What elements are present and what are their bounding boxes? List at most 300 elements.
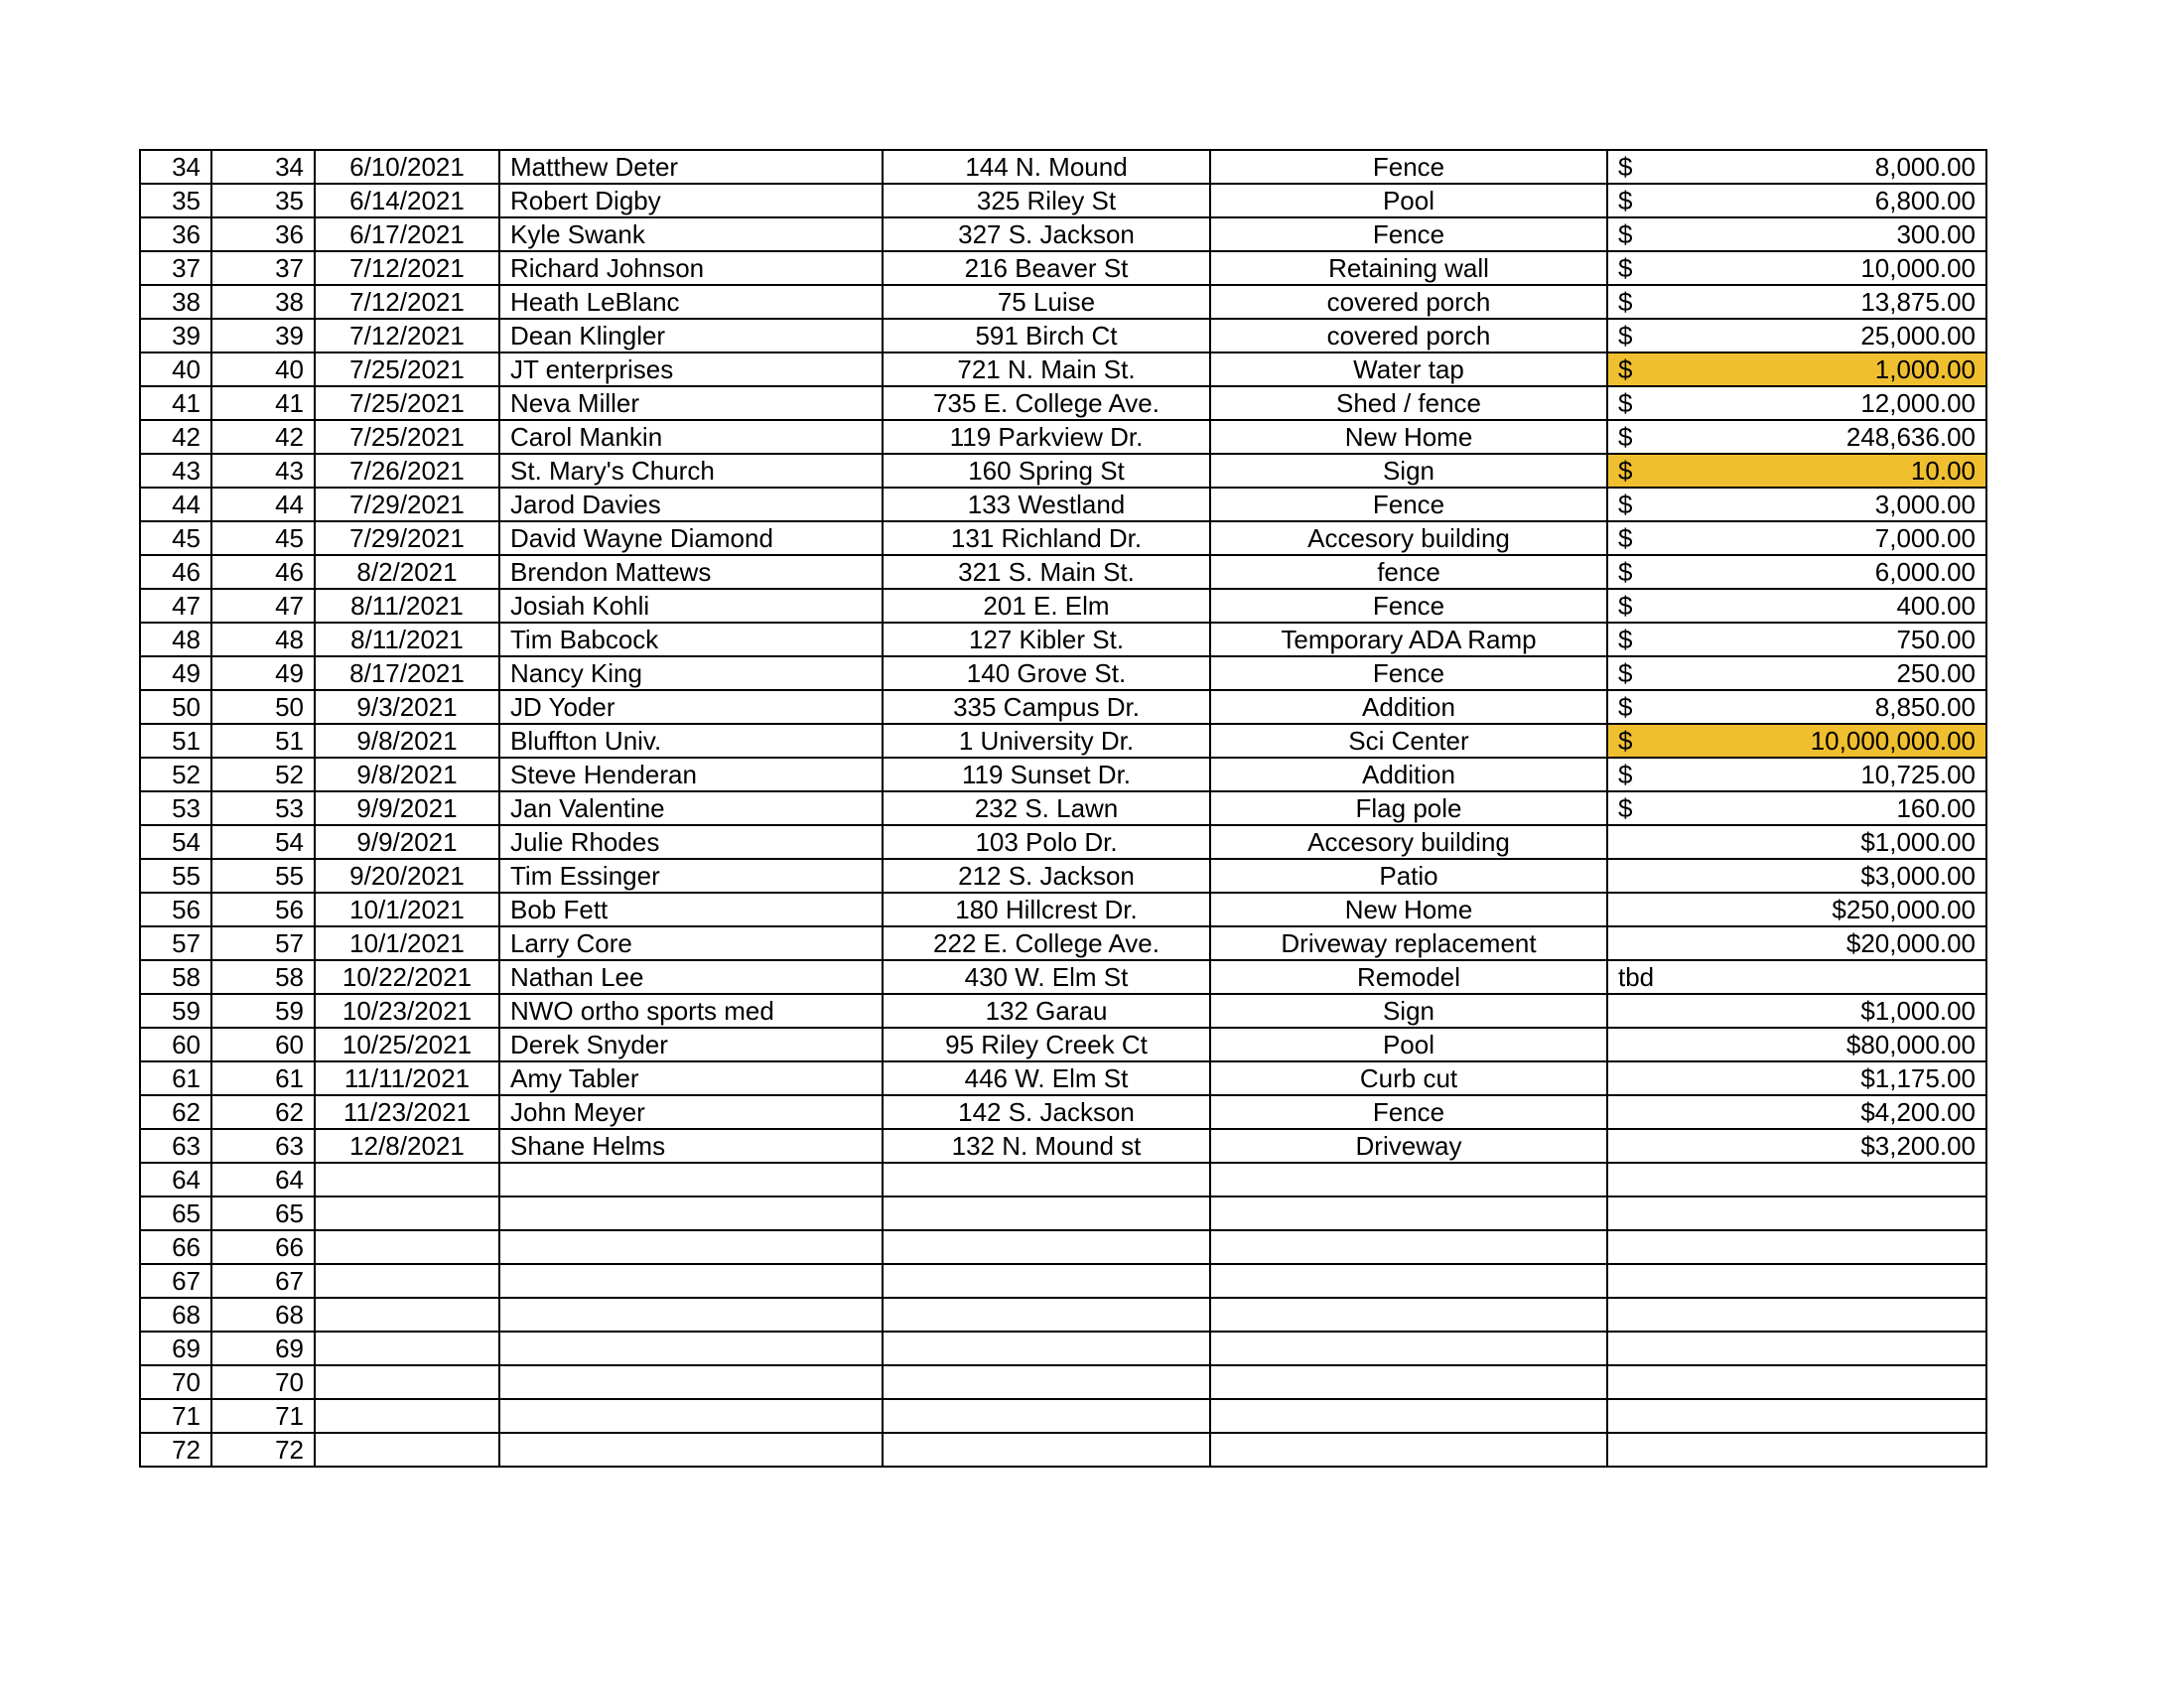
permit-number-cell[interactable]: 54 xyxy=(211,825,315,859)
applicant-name-cell[interactable]: Heath LeBlanc xyxy=(499,285,883,319)
amount-cell[interactable] xyxy=(1607,285,1986,319)
project-type-cell[interactable]: Accesory building xyxy=(1210,825,1607,859)
permit-number-cell[interactable]: 68 xyxy=(211,1298,315,1332)
row-number-cell[interactable]: 62 xyxy=(140,1095,211,1129)
row-number-cell[interactable]: 72 xyxy=(140,1433,211,1467)
applicant-name-cell[interactable]: Dean Klingler xyxy=(499,319,883,352)
row-number-cell[interactable]: 35 xyxy=(140,184,211,217)
address-cell[interactable] xyxy=(883,1433,1210,1467)
amount-cell[interactable] xyxy=(1607,1332,1986,1365)
row-number-cell[interactable]: 71 xyxy=(140,1399,211,1433)
date-cell[interactable]: 8/11/2021 xyxy=(315,623,499,656)
row-number-cell[interactable]: 56 xyxy=(140,893,211,926)
permit-number-cell[interactable]: 36 xyxy=(211,217,315,251)
date-cell[interactable]: 8/17/2021 xyxy=(315,656,499,690)
amount-cell[interactable] xyxy=(1607,656,1986,690)
address-cell[interactable]: 131 Richland Dr. xyxy=(883,521,1210,555)
permit-number-cell[interactable]: 69 xyxy=(211,1332,315,1365)
amount-cell[interactable] xyxy=(1607,825,1986,859)
amount-wrapper xyxy=(1618,421,1976,453)
project-type-cell[interactable] xyxy=(1210,1264,1607,1298)
row-number-cell[interactable]: 47 xyxy=(140,589,211,623)
row-number-cell[interactable]: 39 xyxy=(140,319,211,352)
project-type-cell[interactable]: Sign xyxy=(1210,994,1607,1028)
row-number-cell[interactable]: 40 xyxy=(140,352,211,386)
address-cell[interactable]: 95 Riley Creek Ct xyxy=(883,1028,1210,1061)
address-cell[interactable] xyxy=(883,1163,1210,1196)
date-cell[interactable]: 9/8/2021 xyxy=(315,724,499,758)
row-number-cell[interactable]: 61 xyxy=(140,1061,211,1095)
date-cell[interactable]: 9/9/2021 xyxy=(315,791,499,825)
date-cell[interactable]: 7/26/2021 xyxy=(315,454,499,488)
table-row xyxy=(140,352,1986,386)
currency-symbol: $ xyxy=(1618,760,1633,789)
address-cell[interactable]: 721 N. Main St. xyxy=(883,352,1210,386)
amount-cell[interactable] xyxy=(1607,555,1986,589)
amount-cell[interactable] xyxy=(1607,251,1986,285)
amount-cell[interactable] xyxy=(1607,926,1986,960)
project-type-cell[interactable]: Sci Center xyxy=(1210,724,1607,758)
date-cell[interactable]: 6/17/2021 xyxy=(315,217,499,251)
address-cell[interactable]: 232 S. Lawn xyxy=(883,791,1210,825)
date-cell[interactable]: 7/12/2021 xyxy=(315,285,499,319)
permit-number-cell[interactable]: 59 xyxy=(211,994,315,1028)
permit-number-cell[interactable]: 39 xyxy=(211,319,315,352)
project-type-cell[interactable]: Fence xyxy=(1210,589,1607,623)
permit-number-cell[interactable]: 62 xyxy=(211,1095,315,1129)
project-type-cell[interactable] xyxy=(1210,1332,1607,1365)
project-type-cell[interactable]: Curb cut xyxy=(1210,1061,1607,1095)
amount-cell[interactable] xyxy=(1607,319,1986,352)
applicant-name-cell[interactable] xyxy=(499,1230,883,1264)
project-type-cell[interactable]: Pool xyxy=(1210,1028,1607,1061)
project-type-cell[interactable] xyxy=(1210,1399,1607,1433)
row-number-cell[interactable]: 36 xyxy=(140,217,211,251)
applicant-name-cell[interactable]: Jan Valentine xyxy=(499,791,883,825)
row-number-cell[interactable]: 48 xyxy=(140,623,211,656)
project-type-cell[interactable]: Fence xyxy=(1210,1095,1607,1129)
date-cell[interactable]: 7/29/2021 xyxy=(315,488,499,521)
address-cell[interactable]: 119 Parkview Dr. xyxy=(883,420,1210,454)
applicant-name-cell[interactable]: Josiah Kohli xyxy=(499,589,883,623)
project-type-cell[interactable]: Temporary ADA Ramp xyxy=(1210,623,1607,656)
row-number-cell[interactable]: 53 xyxy=(140,791,211,825)
address-cell[interactable]: 140 Grove St. xyxy=(883,656,1210,690)
date-cell[interactable]: 7/25/2021 xyxy=(315,420,499,454)
table-row xyxy=(140,1129,1986,1163)
applicant-name-cell[interactable]: Tim Essinger xyxy=(499,859,883,893)
row-number-cell[interactable]: 45 xyxy=(140,521,211,555)
applicant-name-cell[interactable] xyxy=(499,1264,883,1298)
address-cell[interactable]: 335 Campus Dr. xyxy=(883,690,1210,724)
amount-cell[interactable] xyxy=(1607,724,1986,758)
currency-symbol: $ xyxy=(1618,490,1633,519)
amount-cell[interactable] xyxy=(1607,1196,1986,1230)
table-row xyxy=(140,1433,1986,1467)
applicant-name-cell[interactable]: Shane Helms xyxy=(499,1129,883,1163)
project-type-cell[interactable]: covered porch xyxy=(1210,285,1607,319)
applicant-name-cell[interactable]: St. Mary's Church xyxy=(499,454,883,488)
address-cell[interactable]: 180 Hillcrest Dr. xyxy=(883,893,1210,926)
date-cell[interactable]: 7/25/2021 xyxy=(315,352,499,386)
permit-number-cell[interactable]: 50 xyxy=(211,690,315,724)
amount-value: 10.00 xyxy=(1910,456,1976,486)
project-type-cell[interactable]: Addition xyxy=(1210,690,1607,724)
address-cell[interactable] xyxy=(883,1264,1210,1298)
row-number-cell[interactable]: 37 xyxy=(140,251,211,285)
date-cell[interactable]: 6/10/2021 xyxy=(315,150,499,184)
address-cell[interactable]: 446 W. Elm St xyxy=(883,1061,1210,1095)
project-type-cell[interactable]: Fence xyxy=(1210,217,1607,251)
permit-number-cell[interactable]: 63 xyxy=(211,1129,315,1163)
table-row xyxy=(140,251,1986,285)
amount-cell[interactable] xyxy=(1607,859,1986,893)
date-cell[interactable]: 7/25/2021 xyxy=(315,386,499,420)
date-cell[interactable]: 9/8/2021 xyxy=(315,758,499,791)
project-type-cell[interactable]: Fence xyxy=(1210,488,1607,521)
table-row xyxy=(140,1365,1986,1399)
table-row xyxy=(140,791,1986,825)
applicant-name-cell[interactable]: Larry Core xyxy=(499,926,883,960)
project-type-cell[interactable]: Addition xyxy=(1210,758,1607,791)
address-cell[interactable]: 75 Luise xyxy=(883,285,1210,319)
row-number-cell[interactable]: 44 xyxy=(140,488,211,521)
address-cell[interactable]: 327 S. Jackson xyxy=(883,217,1210,251)
row-number-cell[interactable]: 34 xyxy=(140,150,211,184)
permit-number-cell[interactable]: 34 xyxy=(211,150,315,184)
date-cell[interactable]: 11/23/2021 xyxy=(315,1095,499,1129)
amount-cell[interactable] xyxy=(1607,184,1986,217)
permit-number-cell[interactable]: 66 xyxy=(211,1230,315,1264)
permit-number-cell[interactable]: 65 xyxy=(211,1196,315,1230)
address-cell[interactable]: 132 Garau xyxy=(883,994,1210,1028)
project-type-cell[interactable]: Pool xyxy=(1210,184,1607,217)
address-cell[interactable]: 160 Spring St xyxy=(883,454,1210,488)
project-type-cell[interactable]: Patio xyxy=(1210,859,1607,893)
applicant-name-cell[interactable] xyxy=(499,1163,883,1196)
project-type-cell[interactable]: New Home xyxy=(1210,420,1607,454)
amount-cell[interactable] xyxy=(1607,1028,1986,1061)
amount-cell[interactable] xyxy=(1607,420,1986,454)
address-cell[interactable]: 144 N. Mound xyxy=(883,150,1210,184)
amount-cell[interactable] xyxy=(1607,454,1986,488)
row-number-cell[interactable]: 54 xyxy=(140,825,211,859)
applicant-name-cell[interactable] xyxy=(499,1196,883,1230)
table-row xyxy=(140,319,1986,352)
row-number-cell[interactable]: 57 xyxy=(140,926,211,960)
address-cell[interactable]: 216 Beaver St xyxy=(883,251,1210,285)
permit-number-cell[interactable]: 67 xyxy=(211,1264,315,1298)
row-number-cell[interactable]: 55 xyxy=(140,859,211,893)
date-cell[interactable]: 10/1/2021 xyxy=(315,926,499,960)
permit-number-cell[interactable]: 64 xyxy=(211,1163,315,1196)
date-cell[interactable] xyxy=(315,1196,499,1230)
permit-number-cell[interactable]: 57 xyxy=(211,926,315,960)
project-type-cell[interactable] xyxy=(1210,1433,1607,1467)
date-cell[interactable]: 8/11/2021 xyxy=(315,589,499,623)
row-number-cell[interactable]: 70 xyxy=(140,1365,211,1399)
amount-cell[interactable] xyxy=(1607,1365,1986,1399)
applicant-name-cell[interactable]: David Wayne Diamond xyxy=(499,521,883,555)
amount-cell[interactable] xyxy=(1607,1129,1986,1163)
row-number-cell[interactable]: 69 xyxy=(140,1332,211,1365)
address-cell[interactable]: 119 Sunset Dr. xyxy=(883,758,1210,791)
address-cell[interactable]: 430 W. Elm St xyxy=(883,960,1210,994)
permit-number-cell[interactable]: 47 xyxy=(211,589,315,623)
date-cell[interactable]: 9/20/2021 xyxy=(315,859,499,893)
date-cell[interactable]: 10/25/2021 xyxy=(315,1028,499,1061)
amount-cell[interactable] xyxy=(1607,352,1986,386)
address-cell[interactable] xyxy=(883,1230,1210,1264)
applicant-name-cell[interactable]: Bob Fett xyxy=(499,893,883,926)
applicant-name-cell[interactable]: Robert Digby xyxy=(499,184,883,217)
applicant-name-cell[interactable]: Matthew Deter xyxy=(499,150,883,184)
row-number-cell[interactable]: 46 xyxy=(140,555,211,589)
amount-cell[interactable] xyxy=(1607,488,1986,521)
project-type-cell[interactable] xyxy=(1210,1163,1607,1196)
amount-cell[interactable] xyxy=(1607,960,1986,994)
amount-cell[interactable] xyxy=(1607,1230,1986,1264)
amount-cell[interactable] xyxy=(1607,791,1986,825)
date-cell[interactable]: 10/22/2021 xyxy=(315,960,499,994)
permit-number-cell[interactable]: 41 xyxy=(211,386,315,420)
applicant-name-cell[interactable]: Kyle Swank xyxy=(499,217,883,251)
permit-number-cell[interactable]: 56 xyxy=(211,893,315,926)
permit-number-cell[interactable]: 55 xyxy=(211,859,315,893)
applicant-name-cell[interactable]: Nancy King xyxy=(499,656,883,690)
date-cell[interactable] xyxy=(315,1163,499,1196)
project-type-cell[interactable]: Flag pole xyxy=(1210,791,1607,825)
date-cell[interactable]: 6/14/2021 xyxy=(315,184,499,217)
applicant-name-cell[interactable] xyxy=(499,1433,883,1467)
date-cell[interactable]: 11/11/2021 xyxy=(315,1061,499,1095)
project-type-cell[interactable] xyxy=(1210,1365,1607,1399)
date-cell[interactable]: 7/12/2021 xyxy=(315,319,499,352)
permit-number-cell[interactable]: 45 xyxy=(211,521,315,555)
row-number-cell[interactable]: 42 xyxy=(140,420,211,454)
amount-cell[interactable] xyxy=(1607,150,1986,184)
row-number-cell[interactable]: 43 xyxy=(140,454,211,488)
applicant-name-cell[interactable] xyxy=(499,1365,883,1399)
amount-cell[interactable] xyxy=(1607,217,1986,251)
row-number-cell[interactable]: 38 xyxy=(140,285,211,319)
project-type-cell[interactable]: Remodel xyxy=(1210,960,1607,994)
address-cell[interactable] xyxy=(883,1365,1210,1399)
row-number-cell[interactable]: 41 xyxy=(140,386,211,420)
applicant-name-cell[interactable]: NWO ortho sports med xyxy=(499,994,883,1028)
applicant-name-cell[interactable]: Richard Johnson xyxy=(499,251,883,285)
amount-wrapper xyxy=(1618,1096,1976,1128)
applicant-name-cell[interactable]: Bluffton Univ. xyxy=(499,724,883,758)
project-type-cell[interactable]: Driveway replacement xyxy=(1210,926,1607,960)
applicant-name-cell[interactable]: Brendon Mattews xyxy=(499,555,883,589)
address-cell[interactable]: 1 University Dr. xyxy=(883,724,1210,758)
row-number-cell[interactable]: 59 xyxy=(140,994,211,1028)
address-cell[interactable] xyxy=(883,1332,1210,1365)
row-number-cell[interactable]: 51 xyxy=(140,724,211,758)
date-cell[interactable] xyxy=(315,1433,499,1467)
permit-number-cell[interactable]: 49 xyxy=(211,656,315,690)
row-number-cell[interactable]: 58 xyxy=(140,960,211,994)
permit-number-cell[interactable]: 72 xyxy=(211,1433,315,1467)
currency-symbol: $ xyxy=(1618,625,1633,654)
table-row xyxy=(140,589,1986,623)
amount-value: 400.00 xyxy=(1896,591,1976,621)
address-cell[interactable]: 591 Birch Ct xyxy=(883,319,1210,352)
amount-value: 750.00 xyxy=(1896,625,1976,654)
permit-number-cell[interactable]: 61 xyxy=(211,1061,315,1095)
applicant-name-cell[interactable]: Nathan Lee xyxy=(499,960,883,994)
applicant-name-cell[interactable] xyxy=(499,1399,883,1433)
amount-cell[interactable] xyxy=(1607,1433,1986,1467)
amount-cell[interactable] xyxy=(1607,623,1986,656)
permit-number-cell[interactable]: 53 xyxy=(211,791,315,825)
project-type-cell[interactable]: Fence xyxy=(1210,150,1607,184)
row-number-cell[interactable]: 68 xyxy=(140,1298,211,1332)
applicant-name-cell[interactable]: Jarod Davies xyxy=(499,488,883,521)
amount-cell[interactable] xyxy=(1607,1163,1986,1196)
project-type-cell[interactable] xyxy=(1210,1298,1607,1332)
applicant-name-cell[interactable]: Amy Tabler xyxy=(499,1061,883,1095)
project-type-cell[interactable]: covered porch xyxy=(1210,319,1607,352)
amount-cell[interactable] xyxy=(1607,1061,1986,1095)
address-cell[interactable] xyxy=(883,1196,1210,1230)
address-cell[interactable]: 321 S. Main St. xyxy=(883,555,1210,589)
applicant-name-cell[interactable]: Julie Rhodes xyxy=(499,825,883,859)
permit-number-cell[interactable]: 48 xyxy=(211,623,315,656)
applicant-name-cell[interactable]: John Meyer xyxy=(499,1095,883,1129)
address-cell[interactable]: 132 N. Mound st xyxy=(883,1129,1210,1163)
amount-cell[interactable] xyxy=(1607,1399,1986,1433)
permit-number-cell[interactable]: 43 xyxy=(211,454,315,488)
row-number-cell[interactable]: 67 xyxy=(140,1264,211,1298)
applicant-name-cell[interactable]: Steve Henderan xyxy=(499,758,883,791)
permit-number-cell[interactable]: 40 xyxy=(211,352,315,386)
row-number-cell[interactable]: 49 xyxy=(140,656,211,690)
amount-wrapper xyxy=(1618,455,1976,487)
applicant-name-cell[interactable]: JT enterprises xyxy=(499,352,883,386)
row-number-cell[interactable]: 64 xyxy=(140,1163,211,1196)
amount-cell[interactable] xyxy=(1607,1264,1986,1298)
amount-cell[interactable] xyxy=(1607,521,1986,555)
row-number-cell[interactable]: 60 xyxy=(140,1028,211,1061)
permit-number-cell[interactable]: 46 xyxy=(211,555,315,589)
row-number-cell[interactable]: 50 xyxy=(140,690,211,724)
address-cell[interactable] xyxy=(883,1298,1210,1332)
address-cell[interactable]: 222 E. College Ave. xyxy=(883,926,1210,960)
project-type-cell[interactable]: Retaining wall xyxy=(1210,251,1607,285)
project-type-cell[interactable]: Fence xyxy=(1210,656,1607,690)
project-type-cell[interactable]: Accesory building xyxy=(1210,521,1607,555)
applicant-name-cell[interactable]: Tim Babcock xyxy=(499,623,883,656)
amount-wrapper xyxy=(1618,590,1976,622)
project-type-cell[interactable]: New Home xyxy=(1210,893,1607,926)
address-cell[interactable]: 103 Polo Dr. xyxy=(883,825,1210,859)
table-row xyxy=(140,623,1986,656)
project-type-cell[interactable] xyxy=(1210,1230,1607,1264)
address-cell[interactable]: 201 E. Elm xyxy=(883,589,1210,623)
address-cell[interactable]: 127 Kibler St. xyxy=(883,623,1210,656)
date-cell[interactable]: 7/12/2021 xyxy=(315,251,499,285)
permit-number-cell[interactable]: 70 xyxy=(211,1365,315,1399)
row-number-cell[interactable]: 52 xyxy=(140,758,211,791)
address-cell[interactable]: 212 S. Jackson xyxy=(883,859,1210,893)
amount-cell[interactable] xyxy=(1607,386,1986,420)
table-row xyxy=(140,690,1986,724)
date-cell[interactable]: 7/29/2021 xyxy=(315,521,499,555)
project-type-cell[interactable]: fence xyxy=(1210,555,1607,589)
address-cell[interactable] xyxy=(883,1399,1210,1433)
project-type-cell[interactable]: Water tap xyxy=(1210,352,1607,386)
amount-value: $20,000.00 xyxy=(1845,928,1976,958)
project-type-cell[interactable]: Shed / fence xyxy=(1210,386,1607,420)
project-type-cell[interactable]: Driveway xyxy=(1210,1129,1607,1163)
applicant-name-cell[interactable]: Carol Mankin xyxy=(499,420,883,454)
permit-number-cell[interactable]: 71 xyxy=(211,1399,315,1433)
amount-cell[interactable] xyxy=(1607,758,1986,791)
amount-value: 8,000.00 xyxy=(1874,152,1976,182)
amount-cell[interactable] xyxy=(1607,994,1986,1028)
date-cell[interactable] xyxy=(315,1230,499,1264)
row-number-cell[interactable]: 65 xyxy=(140,1196,211,1230)
permit-number-cell[interactable]: 60 xyxy=(211,1028,315,1061)
date-cell[interactable] xyxy=(315,1365,499,1399)
project-type-cell[interactable]: Sign xyxy=(1210,454,1607,488)
amount-wrapper xyxy=(1618,657,1976,689)
applicant-name-cell[interactable] xyxy=(499,1332,883,1365)
date-cell[interactable]: 10/1/2021 xyxy=(315,893,499,926)
date-cell[interactable]: 10/23/2021 xyxy=(315,994,499,1028)
permit-number-cell[interactable]: 35 xyxy=(211,184,315,217)
date-cell[interactable]: 8/2/2021 xyxy=(315,555,499,589)
applicant-name-cell[interactable]: JD Yoder xyxy=(499,690,883,724)
table-row xyxy=(140,825,1986,859)
permit-number-cell[interactable]: 37 xyxy=(211,251,315,285)
amount-cell[interactable] xyxy=(1607,690,1986,724)
amount-value: $80,000.00 xyxy=(1845,1030,1976,1059)
amount-cell[interactable] xyxy=(1607,589,1986,623)
permit-number-cell[interactable]: 58 xyxy=(211,960,315,994)
date-cell[interactable]: 9/3/2021 xyxy=(315,690,499,724)
address-cell[interactable]: 735 E. College Ave. xyxy=(883,386,1210,420)
date-cell[interactable] xyxy=(315,1399,499,1433)
date-cell[interactable]: 9/9/2021 xyxy=(315,825,499,859)
date-cell[interactable] xyxy=(315,1298,499,1332)
address-cell[interactable]: 325 Riley St xyxy=(883,184,1210,217)
permit-number-cell[interactable]: 51 xyxy=(211,724,315,758)
project-type-cell[interactable] xyxy=(1210,1196,1607,1230)
row-number-cell[interactable]: 66 xyxy=(140,1230,211,1264)
permit-number-cell[interactable]: 52 xyxy=(211,758,315,791)
date-cell[interactable]: 12/8/2021 xyxy=(315,1129,499,1163)
amount-cell[interactable] xyxy=(1607,1298,1986,1332)
permit-number-cell[interactable]: 44 xyxy=(211,488,315,521)
permit-number-cell[interactable]: 38 xyxy=(211,285,315,319)
permit-number-cell[interactable]: 42 xyxy=(211,420,315,454)
amount-cell[interactable] xyxy=(1607,893,1986,926)
amount-cell[interactable] xyxy=(1607,1095,1986,1129)
applicant-name-cell[interactable]: Neva Miller xyxy=(499,386,883,420)
address-cell[interactable]: 142 S. Jackson xyxy=(883,1095,1210,1129)
applicant-name-cell[interactable]: Derek Snyder xyxy=(499,1028,883,1061)
currency-symbol: $ xyxy=(1618,422,1633,452)
row-number-cell[interactable]: 63 xyxy=(140,1129,211,1163)
date-cell[interactable] xyxy=(315,1264,499,1298)
currency-symbol: $ xyxy=(1618,388,1633,418)
date-cell[interactable] xyxy=(315,1332,499,1365)
applicant-name-cell[interactable] xyxy=(499,1298,883,1332)
address-cell[interactable]: 133 Westland xyxy=(883,488,1210,521)
